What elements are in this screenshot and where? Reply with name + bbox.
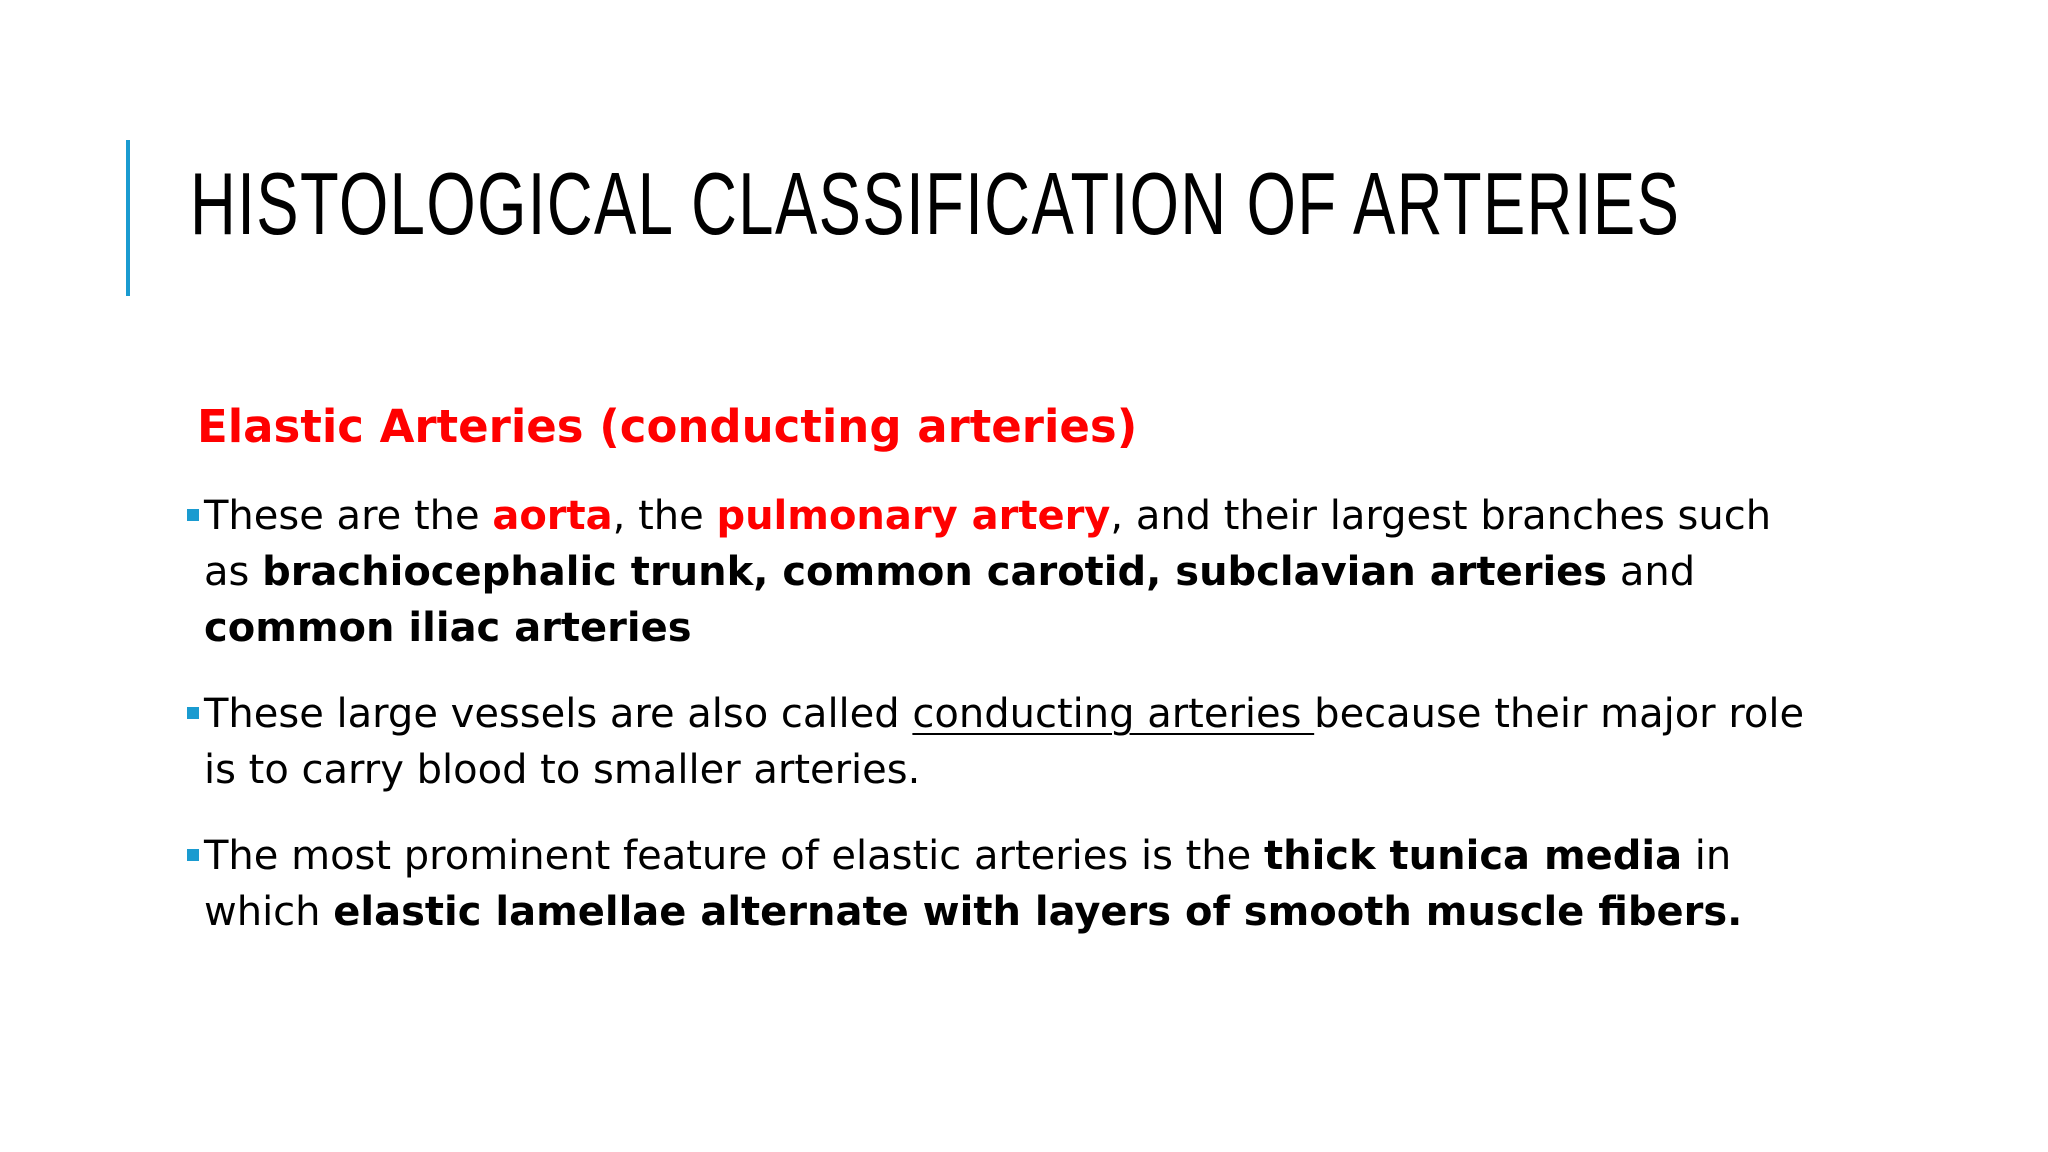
bullet-text-segment: , the	[612, 493, 717, 539]
underlined-conducting-arteries: conducting arteries	[912, 691, 1315, 737]
bullet-text-segment: The most prominent feature of elastic arteries is the	[204, 833, 1264, 879]
square-bullet-icon	[187, 849, 199, 861]
bold-thick-tunica-media: thick tunica media	[1263, 833, 1683, 879]
bullet-text	[204, 828, 1822, 940]
title-accent-bar	[126, 140, 130, 296]
bold-elastic-lamellae: elastic lamellae alternate with layers of smooth muscle fibers.	[333, 889, 1743, 935]
bold-common-iliac-arteries: common iliac arteries	[204, 605, 692, 651]
bullet-text-segment: , and their largest branches such as	[204, 493, 1772, 595]
bullet-text-segment: and	[1607, 549, 1696, 595]
bullet-text-segment: These are the	[204, 493, 493, 539]
highlight-aorta: aorta	[492, 493, 613, 539]
bullet-list	[182, 488, 1822, 940]
slide-title: HISTOLOGICAL CLASSIFICATION OF ARTERIES	[190, 154, 1681, 253]
bullet-item-3	[182, 828, 1822, 940]
highlight-pulmonary-artery: pulmonary artery	[716, 493, 1111, 539]
square-bullet-icon	[187, 707, 199, 719]
bold-branch-arteries: brachiocephalic trunk, common carotid, subclavian arteries	[262, 549, 1608, 595]
bullet-text-segment: because their major role is to carry blood to smaller arteries.	[204, 691, 1805, 793]
section-subtitle: Elastic Arteries (conducting arteries)	[197, 400, 1138, 453]
bullet-text-segment: These large vessels are also called	[204, 691, 913, 737]
bullet-text	[204, 686, 1822, 798]
bullet-item-2	[182, 686, 1822, 798]
square-bullet-icon	[187, 509, 199, 521]
bullet-item-1	[182, 488, 1822, 656]
bullet-text	[204, 488, 1822, 656]
bullet-text-segment: in which	[204, 833, 1732, 935]
